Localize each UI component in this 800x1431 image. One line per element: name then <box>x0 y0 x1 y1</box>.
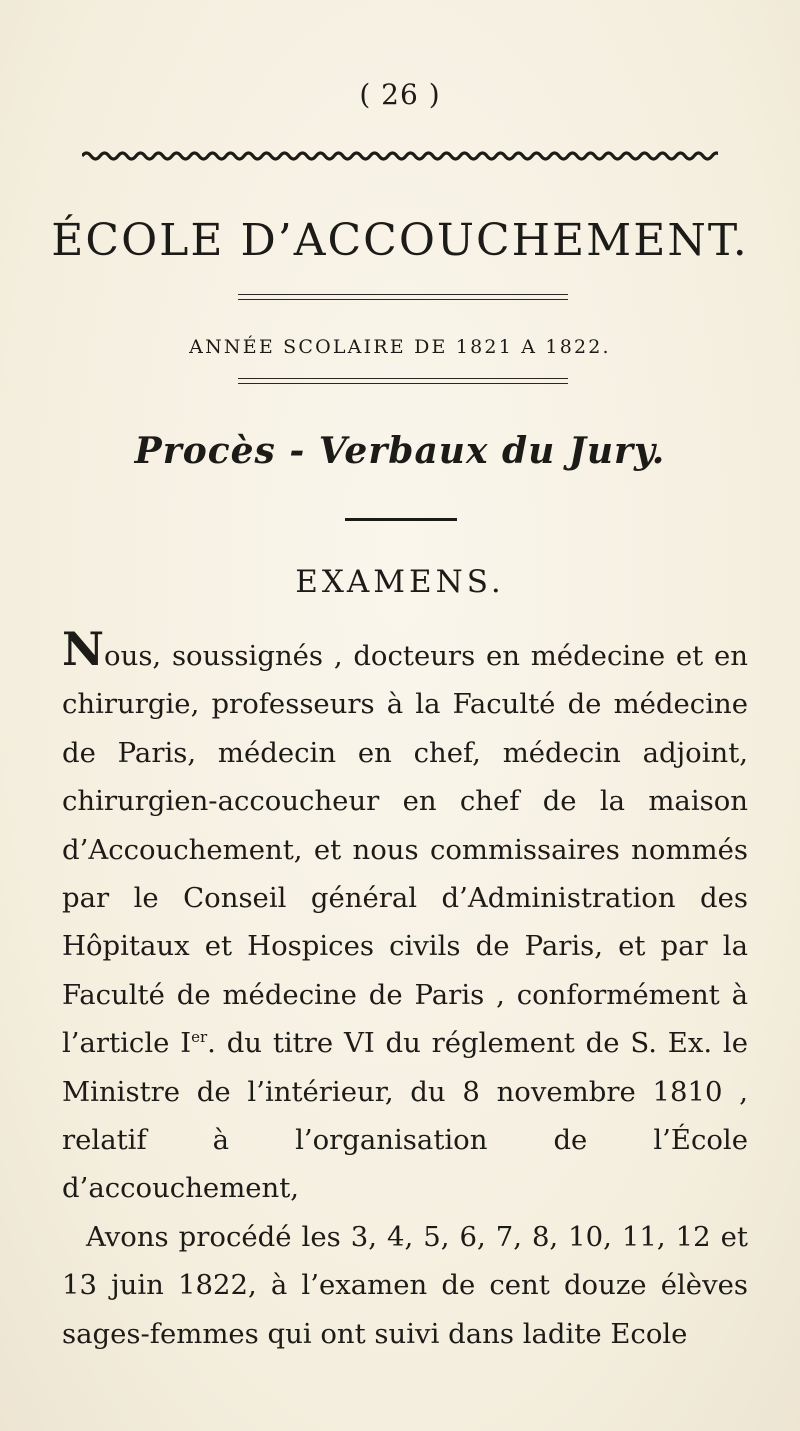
double-rule-top-1 <box>238 294 568 295</box>
double-rule-bottom-2 <box>238 383 568 384</box>
wavy-ornament-rule <box>82 148 718 164</box>
body-text <box>62 622 748 1358</box>
school-year-subtitle: ANNÉE SCOLAIRE DE 1821 A 1822. <box>189 336 611 358</box>
section-divider <box>345 518 457 521</box>
paragraph-2: Avons procédé les 3, 4, 5, 6, 7, 8, 10, 11, 12 et 13 juin 1822, à l’examen de cent douze élèves sages-femmes qui ont suivi dans ladite Ecole <box>62 1220 748 1350</box>
examens-heading: EXAMENS. <box>295 564 505 600</box>
paragraph-1-text-b: . du titre VI du réglement de S. Ex. le Ministre de l’intérieur, du 8 novembre 1810 , relatif à l’organisation de l’École d’accouchement, <box>62 1027 748 1205</box>
paragraph-1 <box>62 622 748 1213</box>
double-rule-bottom-1 <box>238 378 568 379</box>
drop-cap: N <box>62 622 105 676</box>
section-title: Procès - Verbaux du Jury. <box>134 430 666 472</box>
page-number: ( 26 ) <box>359 78 441 111</box>
page-title: ÉCOLE D’ACCOUCHEMENT. <box>51 215 749 267</box>
superscript-er: er <box>191 1028 208 1047</box>
paragraph-1-text-a: ous, soussignés , docteurs en médecine et en chirurgie, professeurs à la Faculté de médecine de Paris, médecin en chef, médecin adjoint, chirurgien-accoucheur en chef de la maison d’Accouchement, et nous commissaires nommés par le Conseil général d’Administration des Hôpitaux et Hospices civils de Paris, et par la Faculté de médecine de Paris , conformément à l’article I <box>62 640 748 1060</box>
double-rule-top-2 <box>238 299 568 300</box>
